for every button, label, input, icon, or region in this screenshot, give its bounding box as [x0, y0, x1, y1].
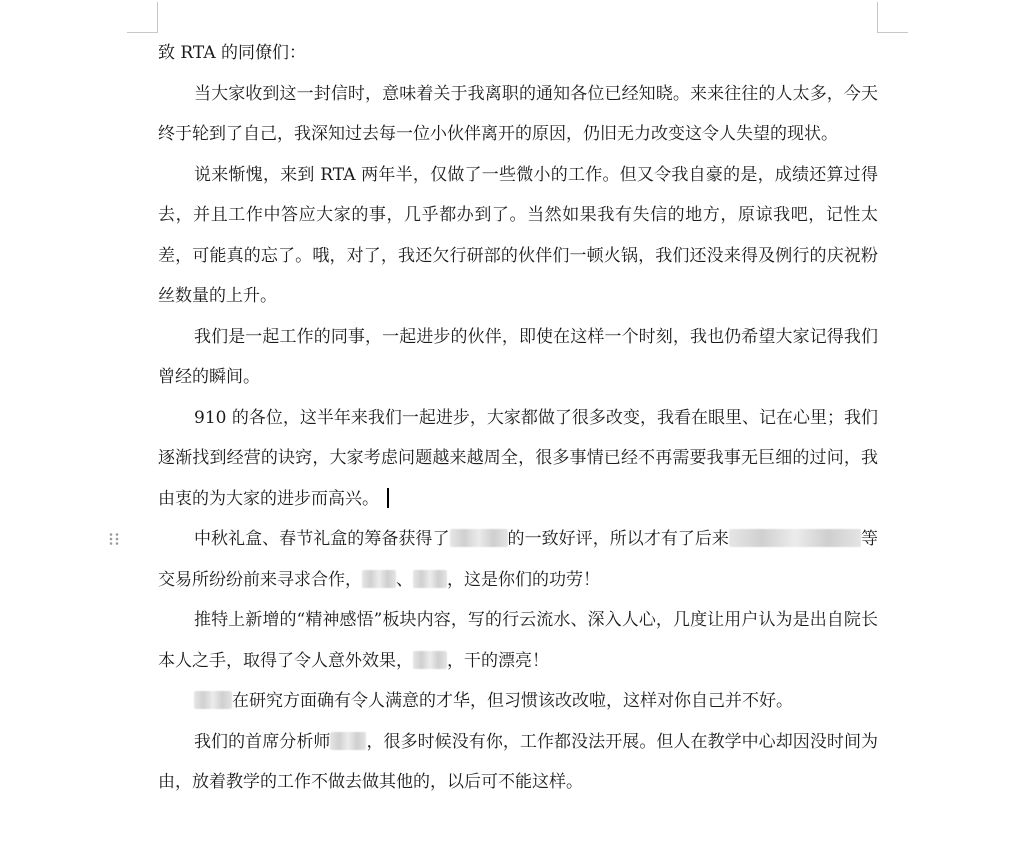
- paragraph-3: 我们是一起工作的同事，一起进步的伙伴，即使在这样一个时刻，我也仍希望大家记得我们曾经的瞬间。: [158, 326, 878, 387]
- paragraph-5: [158, 519, 878, 600]
- page-corner-mark-right: [877, 2, 908, 33]
- redacted-text: [330, 732, 366, 750]
- page-corner-mark-left: [127, 2, 158, 33]
- paragraph-8: [158, 722, 878, 803]
- document-body[interactable]: [158, 33, 878, 803]
- paragraph-5-text-d: 、: [396, 569, 413, 590]
- text-cursor: [387, 488, 389, 508]
- paragraph-7: [158, 681, 878, 722]
- paragraph-5-text-a: 中秋礼盒、春节礼盒的筹备获得了: [194, 529, 450, 549]
- redacted-text: [413, 651, 447, 669]
- paragraph-5-text-b: 的一致好评，所以才有了后来: [507, 529, 729, 549]
- paragraph-8-text-b: ，很多时候没有你，工作都没法开展。但人在教学中心却因没时间为由，放着教学的工作不做去做其他的，以后可不能这样。: [158, 731, 878, 792]
- paragraph-8-text-a: 我们的首席分析师: [194, 731, 331, 752]
- redacted-text: [362, 570, 396, 588]
- paragraph-4-text: 910 的各位，这半年来我们一起进步，大家都做了很多改变，我看在眼里、记在心里；我们逐渐找到经营的诀窍，大家考虑问题越来越周全，很多事情已经不再需要我事无巨细的过问，我由衷的为大家的进步而高兴。: [158, 407, 878, 509]
- paragraph-1: 当大家收到这一封信时，意味着关于我离职的通知各位已经知晓。来来往往的人太多，今天终于轮到了自己，我深知过去每一位小伙伴离开的原因，仍旧无力改变这令人失望的现状。: [158, 83, 878, 144]
- paragraph-5-text-c: 等交易所纷纷前来寻求合作，: [158, 529, 879, 590]
- redacted-text: [413, 570, 447, 588]
- redacted-text: [194, 691, 232, 709]
- redacted-text: [450, 529, 508, 547]
- paragraph-5-text-e: ，这是你们的功劳！: [447, 569, 600, 590]
- paragraph-2: 说来惭愧，来到 RTA 两年半，仅做了一些微小的工作。但又令我自豪的是，成绩还算过得去，并且工作中答应大家的事，几乎都办到了。当然如果我有失信的地方，原谅我吧，记性太差，可能真的忘了。哦，对了，我还欠行研部的伙伴们一顿火锅，我们还没来得及例行的庆祝粉丝数量的上升。: [158, 164, 878, 306]
- paragraph-6-text-a: 推特上新增的“精神感悟”板块内容，写的行云流水、深入人心，几度让用户认为是出自院长本人之手，取得了令人意外效果，: [158, 610, 878, 671]
- redacted-text: [729, 529, 861, 547]
- paragraph-6-text-b: ，干的漂亮！: [447, 650, 549, 671]
- paragraph-drag-handle-icon[interactable]: [107, 532, 121, 546]
- greeting-line: 致 RTA 的同僚们：: [158, 43, 306, 63]
- paragraph-4: [158, 398, 878, 520]
- paragraph-6: [158, 600, 878, 681]
- paragraph-7-text-a: 在研究方面确有令人满意的才华，但习惯该改改啦，这样对你自己并不好。: [232, 691, 793, 711]
